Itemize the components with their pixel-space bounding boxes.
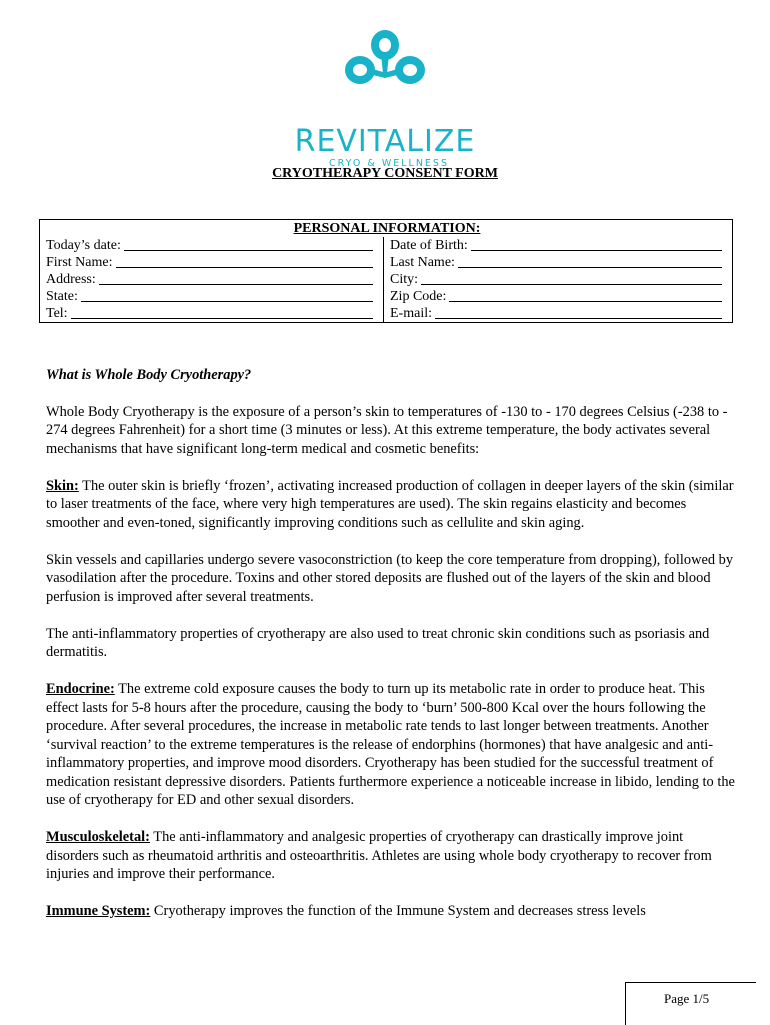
- body-content: [46, 366, 736, 939]
- skin-text: The outer skin is briefly ‘frozen’, activating increased production of collagen in deeper layers of the skin (similar to laser treatments of the face, where very high temperatures are used). The skin regains elasticity and becomes smoother and even-toned, significantly improving conditions such as cellulite and skin aging.: [46, 477, 734, 531]
- first-name-field[interactable]: [46, 254, 379, 271]
- form-title: CRYOTHERAPY CONSENT FORM: [272, 166, 498, 181]
- address-field[interactable]: [46, 271, 379, 288]
- field-label: Address:: [46, 272, 96, 287]
- last-name-field[interactable]: [390, 254, 728, 271]
- personal-info-heading: PERSONAL INFORMATION:: [40, 220, 733, 238]
- page-number-box: [625, 982, 756, 1025]
- todays-date-line[interactable]: [124, 237, 373, 251]
- personal-info-table: [39, 219, 733, 323]
- state-line[interactable]: [81, 288, 373, 302]
- musculoskeletal-paragraph: [46, 828, 736, 884]
- first-name-line[interactable]: [116, 254, 374, 268]
- skin-paragraph: [46, 477, 736, 533]
- last-name-line[interactable]: [458, 254, 722, 268]
- field-label: City:: [390, 272, 419, 287]
- date-of-birth-field[interactable]: [390, 237, 728, 254]
- anti-inflammatory-paragraph: The anti-inflammatory properties of cryotherapy are also used to treat chronic skin conditions such as psoriasis and dermatitis.: [46, 625, 710, 660]
- vessels-paragraph: Skin vessels and capillaries undergo severe vasoconstriction (to keep the core temperature from dropping), followed by vasodilation after the procedure. Toxins and other stored deposits are flushed out of the layers of the skin and blood perfusion is improved after several treatments.: [46, 551, 734, 605]
- field-label: Zip Code:: [390, 289, 447, 304]
- question-heading: What is Whole Body Cryotherapy?: [46, 367, 252, 383]
- email-line[interactable]: [435, 305, 722, 319]
- city-line[interactable]: [421, 271, 722, 285]
- date-of-birth-line[interactable]: [471, 237, 722, 251]
- zip-code-line[interactable]: [449, 288, 722, 302]
- tel-field[interactable]: [46, 305, 379, 322]
- immune-heading: Immune System:: [46, 903, 151, 919]
- city-field[interactable]: [390, 271, 728, 288]
- state-field[interactable]: [46, 288, 379, 305]
- endocrine-heading: Endocrine:: [46, 681, 115, 697]
- email-field[interactable]: [390, 305, 728, 322]
- trefoil-icon: [343, 28, 427, 94]
- field-label: E-mail:: [390, 306, 432, 321]
- field-label: State:: [46, 289, 78, 304]
- endocrine-text: The extreme cold exposure causes the body to turn up its metabolic rate in order to produce heat. This effect lasts for 5-8 hours after the procedure, causing the body to ‘burn’ 500-800 Kcal over the hours following the procedure. After several procedures, the increase in metabolic rate tends to last longer between treatments. Another ‘survival reaction’ to the extreme temperatures is the release of endorphins (hormones) that have analgesic and anti-inflammatory properties, and improve mood disorders. Cryotherapy has been studied for the successful treatment of medication resistant depressive disorders. Patients furthermore experience a noticeable increase in libido, lending to the use of cryotherapy for ED and other sexual disorders.: [46, 681, 735, 808]
- tel-line[interactable]: [71, 305, 373, 319]
- field-label: Today’s date:: [46, 238, 121, 253]
- musculoskeletal-heading: Musculoskeletal:: [46, 829, 150, 845]
- brand-tagline: CRYO & WELLNESS: [329, 158, 449, 169]
- field-label: First Name:: [46, 255, 113, 270]
- skin-heading: Skin:: [46, 477, 79, 494]
- field-label: Tel:: [46, 306, 68, 321]
- field-label: Last Name:: [390, 255, 455, 270]
- zip-code-field[interactable]: [390, 288, 728, 305]
- intro-paragraph: Whole Body Cryotherapy is the exposure of a person’s skin to temperatures of -130 to - 170 degrees Celsius (-238 to - 274 degrees Fahrenheit) for a short time (3 minutes or less). At this extreme temperature, the body activates several mechanisms that have significant long-term medical and cosmetic benefits:: [46, 403, 728, 457]
- musculoskeletal-text: The anti-inflammatory and analgesic properties of cryotherapy can drastically improve joint disorders such as rheumatoid arthritis and osteoarthritis. Athletes are using whole body cryotherapy to recover from injuries and improve their performance.: [46, 829, 712, 882]
- logo: [0, 28, 770, 169]
- brand-name: REVITALIZE: [294, 124, 476, 159]
- address-line[interactable]: [99, 271, 373, 285]
- immune-paragraph: [46, 902, 736, 921]
- endocrine-paragraph: [46, 680, 736, 810]
- immune-text: Cryotherapy improves the function of the Immune System and decreases stress levels: [150, 903, 646, 919]
- todays-date-field[interactable]: [46, 237, 379, 254]
- field-label: Date of Birth:: [390, 238, 468, 253]
- page-number: Page 1/5: [664, 991, 710, 1006]
